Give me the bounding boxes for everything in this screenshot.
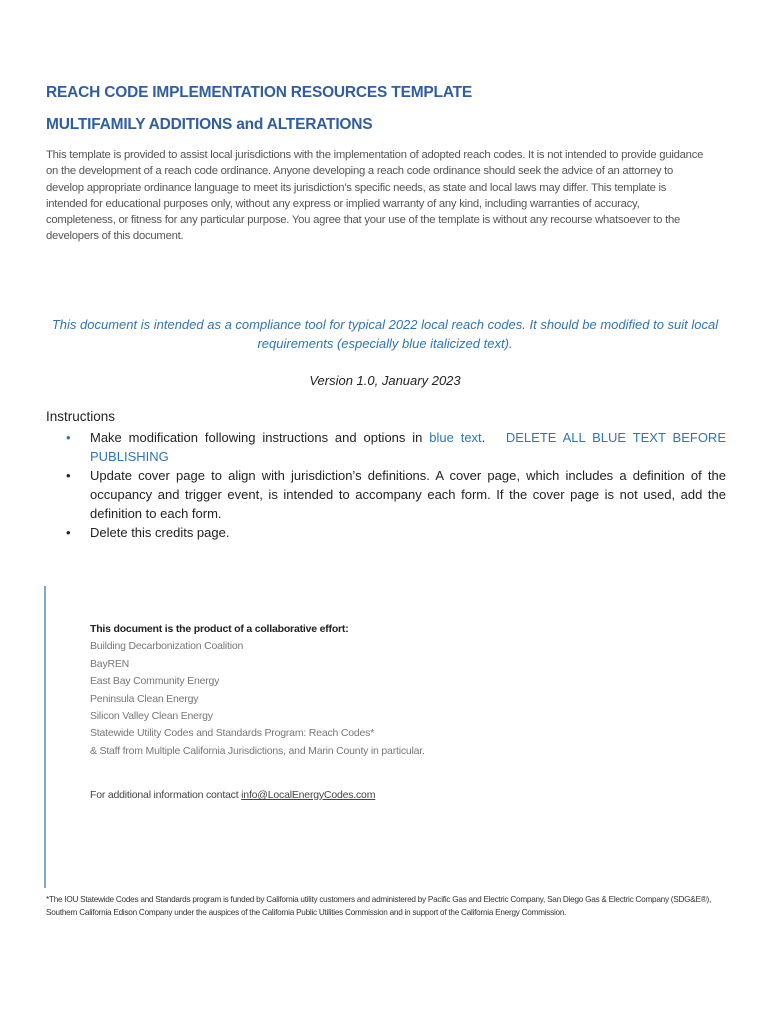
bullet-icon: • (66, 430, 71, 445)
disclaimer-paragraph: This template is provided to assist local jurisdictions with the implementation of adopted reach codes. It is not intended to provide guidance on the development of a reach code ordinance. Anyone developing a reach code ordinance should seek the advice of an attorney to develop appropriate ordinance language to meet its jurisdiction’s specific needs, as state and local laws may differ. This template is intended for educational purposes only, without any express or implied warranty of any kind, including warranties of accuracy, completeness, or fitness for any particular purpose. You agree that your use of the template is without any recourse whatsoever to the developers of this document. (46, 149, 704, 243)
credits-title: This document is the product of a collaborative effort: (90, 623, 349, 635)
bullet-icon: • (66, 468, 71, 483)
instruction-text: Make modification following instructions and options in (90, 430, 430, 445)
bullet-icon: • (66, 525, 71, 540)
instructions-heading: Instructions (46, 409, 116, 424)
credits-item: Silicon Valley Clean Energy (90, 710, 213, 723)
email-link[interactable]: info@LocalEnergyCodes.com (241, 789, 376, 801)
credits-item: Building Decarbonization Coalition (90, 640, 244, 653)
instruction-punct: . (481, 430, 506, 445)
intent-note: This document is intended as a compliance tool for typical 2022 local reach codes. It should be modified to suit local requirements (especially blue italicized text). (51, 317, 719, 351)
credits-item: BayREN (90, 657, 130, 670)
sidebar-divider (44, 586, 46, 888)
list-item (46, 523, 726, 542)
credits-item: Peninsula Clean Energy (90, 692, 199, 705)
instruction-text: Update cover page to align with jurisdiction’s definitions. A cover page, which includes a definition of the occupancy and trigger event, is intended to accompany each form. If the cover page is not used, add the definition to each form. (90, 468, 726, 521)
contact-line (90, 789, 375, 801)
instructions-list (46, 428, 726, 542)
version-line: Version 1.0, January 2023 (309, 373, 461, 388)
blue-text-phrase: blue text (429, 430, 482, 445)
contact-prefix: For additional information contact (90, 789, 242, 801)
instruction-text: Delete this credits page. (90, 525, 230, 540)
credits-item: & Staff from Multiple California Jurisdictions, and Marin County in particular. (90, 744, 425, 757)
footnote: *The IOU Statewide Codes and Standards program is funded by California utility customers and administered by Pacific Gas and Electric Company, San Diego Gas & Electric Company (SDG&E®), Southern California Edison Company under the auspices of the California Public Utilities Commission and in support of the California Energy Commission. (46, 895, 711, 917)
credits-item: Statewide Utility Codes and Standards Program: Reach Codes* (90, 727, 375, 740)
credits-item: East Bay Community Energy (90, 675, 220, 688)
list-item (46, 466, 726, 523)
document-subtitle: MULTIFAMILY ADDITIONS and ALTERATIONS (46, 116, 373, 133)
delete-blue-text-note: DELETE ALL BLUE TEXT BEFORE PUBLISHING (90, 430, 726, 464)
credits-block (90, 621, 710, 760)
document-title: REACH CODE IMPLEMENTATION RESOURCES TEMPLATE (46, 84, 473, 101)
list-item (46, 428, 726, 466)
